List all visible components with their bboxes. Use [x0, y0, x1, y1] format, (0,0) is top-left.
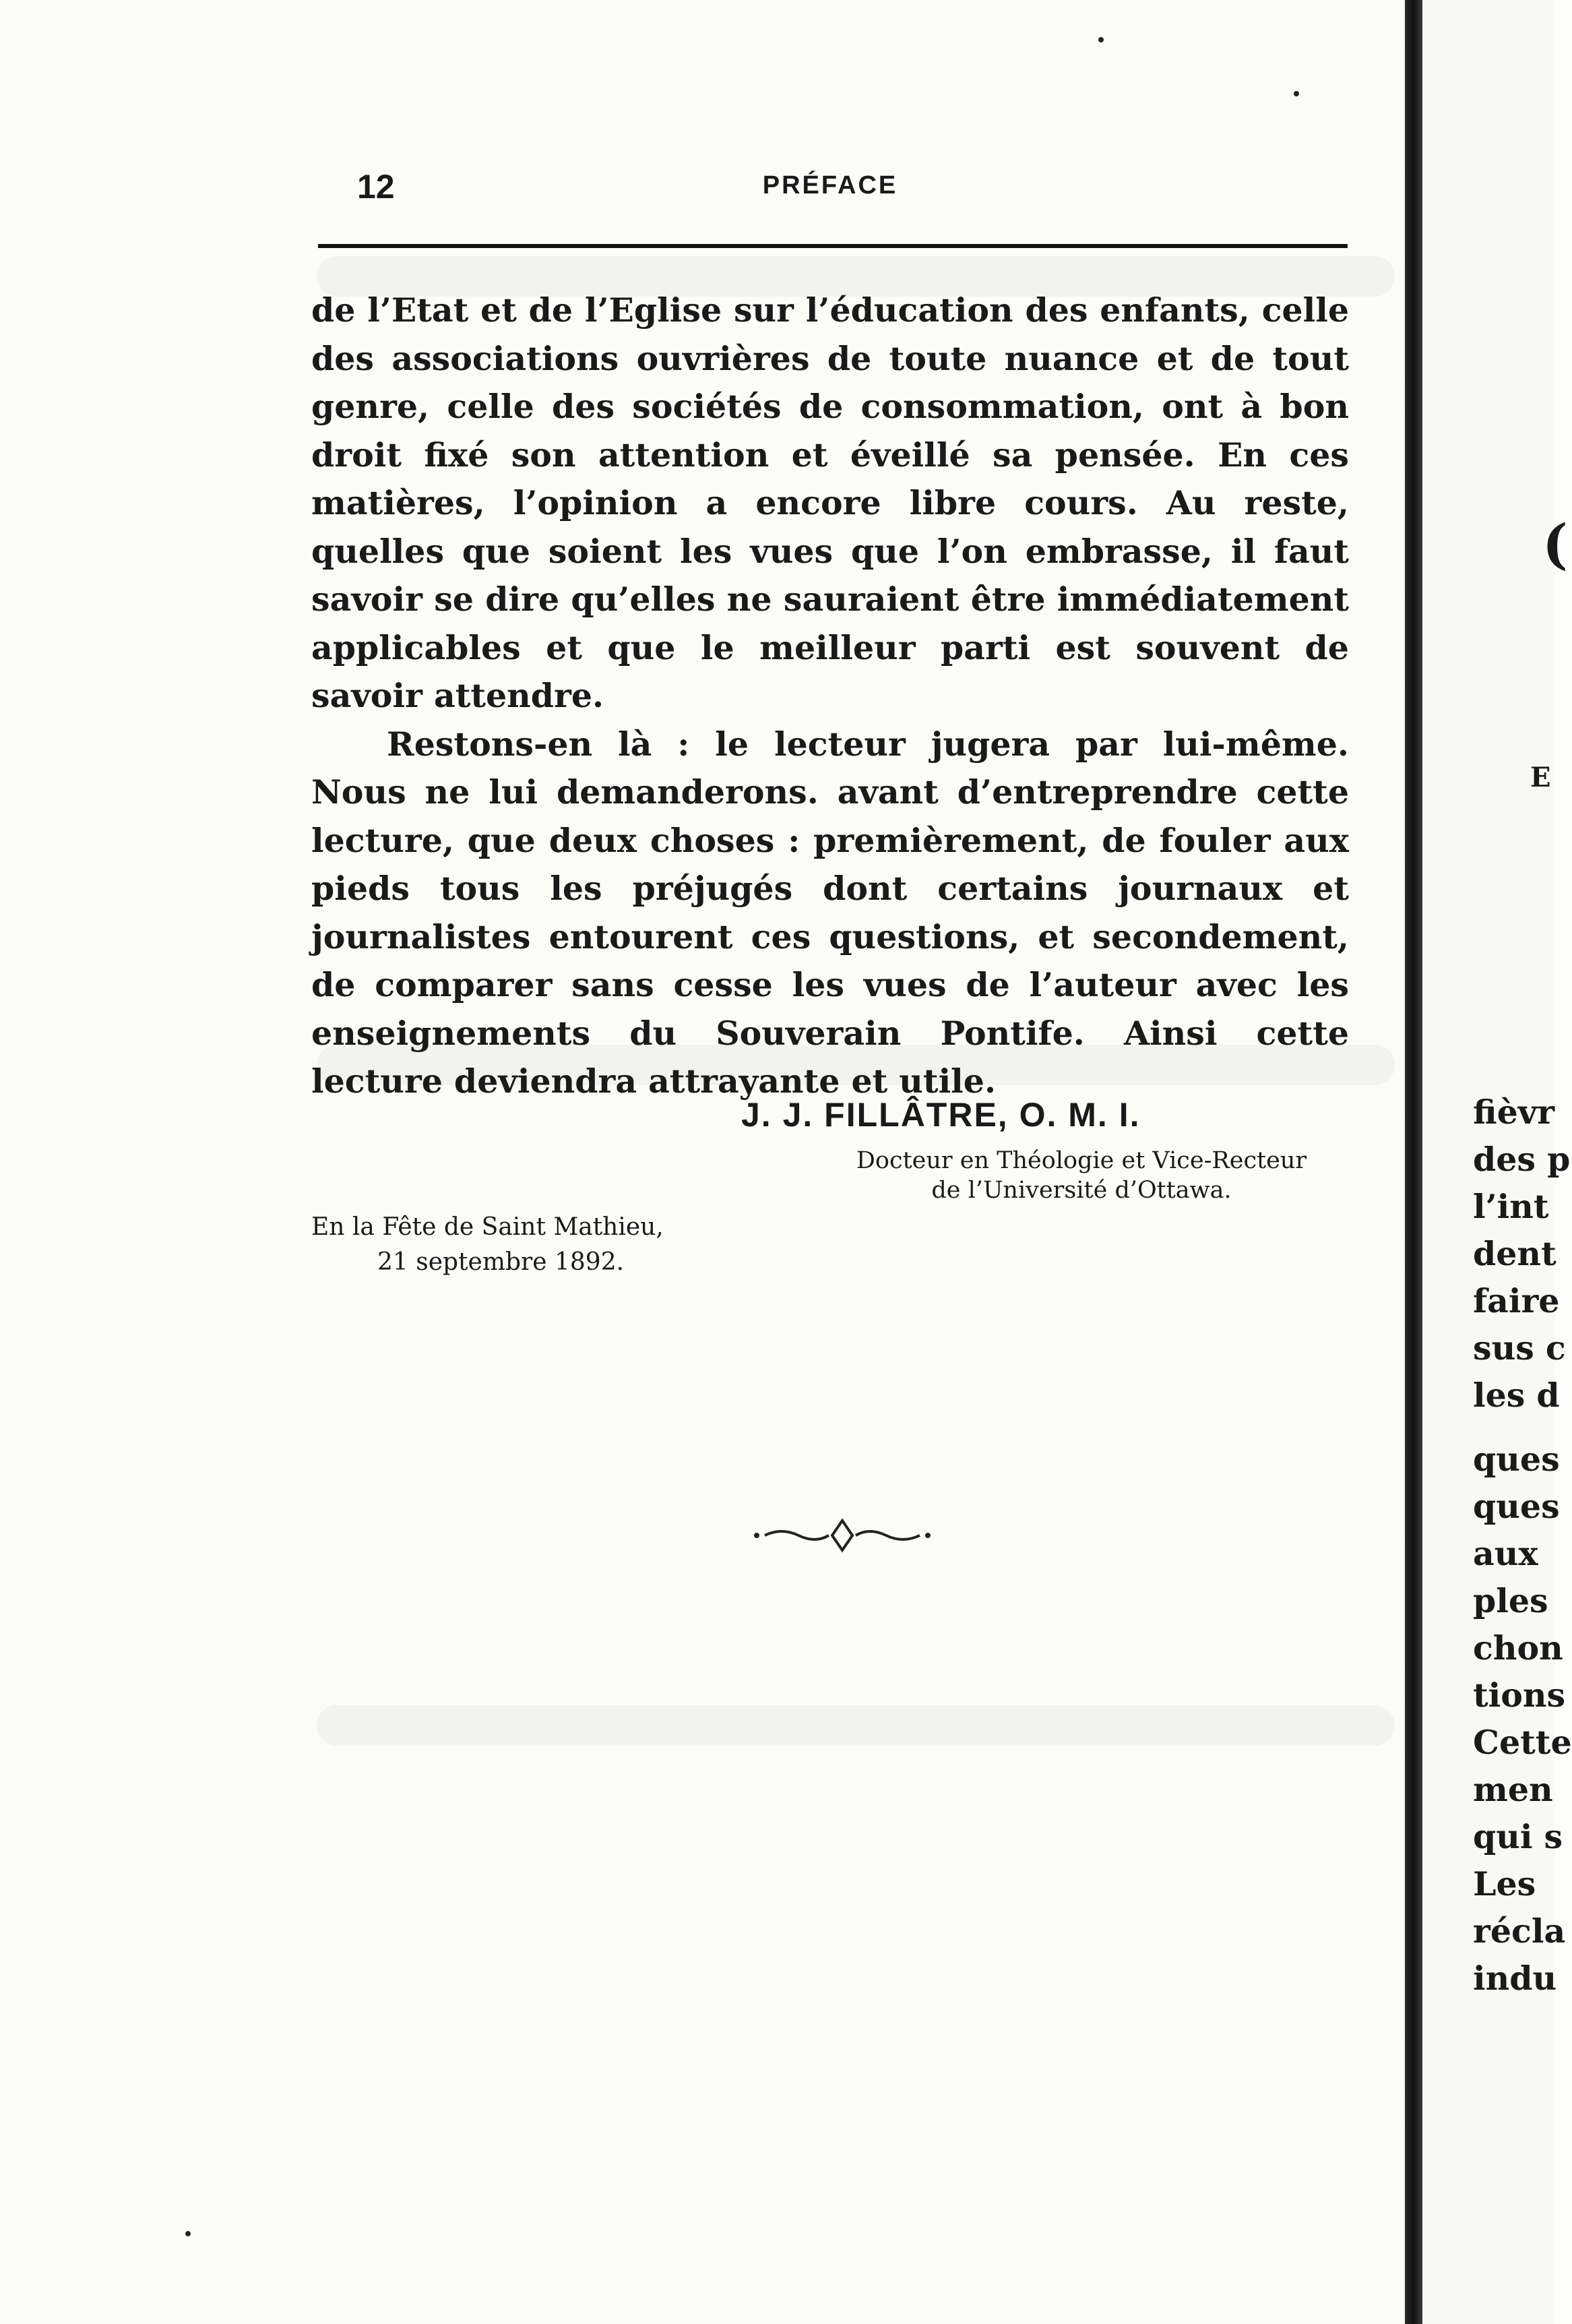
adjacent-line: aux [1473, 1534, 1538, 1573]
dateline-line-2: 21 septembre 1892. [377, 1248, 625, 1276]
adjacent-page [1422, 0, 1572, 2324]
ink-speck [1098, 37, 1104, 42]
adjacent-line: ques [1473, 1440, 1560, 1479]
adjacent-line: Les [1473, 1864, 1536, 1903]
page-header [311, 167, 1349, 208]
book-gutter [1405, 0, 1422, 2324]
ink-speck [185, 2231, 191, 2236]
ornament-divider-icon [751, 1515, 933, 1556]
adjacent-line: des p [1473, 1140, 1571, 1179]
adjacent-side-letter: E [1530, 762, 1551, 793]
body-text [311, 286, 1349, 1106]
running-title: PRÉFACE [762, 171, 898, 200]
dateline-line-1: En la Fête de Saint Mathieu, [311, 1213, 664, 1241]
adjacent-line: tions [1473, 1676, 1566, 1715]
signature-name: J. J. FILLÂTRE, O. M. I. [741, 1096, 1141, 1134]
adjacent-line: indu [1473, 1959, 1557, 1998]
adjacent-line: ples [1473, 1581, 1548, 1620]
adjacent-line: fièvr [1473, 1093, 1555, 1132]
credentials-line-2: de l’Université d’Ottawa. [931, 1177, 1232, 1204]
paragraph-1: de l’Etat et de l’Eglise sur l’éducation des enfants, celle des associations ouvrières de toute nuance et de tout genre, celle des sociétés de consommation, ont à bon droit fixé son attention et éveillé sa pensée. En ces matières, l’opinion a encore libre cours. Au reste, quelles que soient les vues que l’on embrasse, il faut savoir se dire qu’elles ne sauraient être immédiatement applicables et que le meilleur parti est souvent de savoir attendre. [311, 290, 1349, 715]
adjacent-line: récla [1473, 1912, 1566, 1951]
adjacent-line: faire [1473, 1281, 1560, 1320]
page-number: 12 [357, 168, 395, 206]
adjacent-line: men [1473, 1770, 1553, 1809]
adjacent-line: l’int [1473, 1187, 1549, 1226]
header-rule [318, 244, 1348, 248]
show-through [317, 1705, 1395, 1746]
paragraph-2: Restons-en là : le lecteur jugera par lui-même. Nous ne lui demanderons. avant d’entreprendre cette lecture, que deux choses : premièrement, de fouler aux pieds tous les préjugés dont certains journaux et journalistes entourent ces questions, et secondement, de comparer sans cesse les vues de l’auteur avec les enseignements du Souverain Pontife. Ainsi cette lecture deviendra attrayante et utile. [311, 724, 1349, 1101]
adjacent-line: dent [1473, 1234, 1557, 1273]
adjacent-line: Cette [1473, 1723, 1572, 1762]
adjacent-line: les d [1473, 1376, 1560, 1415]
adjacent-line: ques [1473, 1487, 1560, 1526]
signature-credentials [805, 1146, 1358, 1205]
adjacent-paren: ( [1542, 512, 1568, 576]
dateline [311, 1210, 689, 1280]
credentials-line-1: Docteur en Théologie et Vice-Recteur [856, 1147, 1307, 1174]
adjacent-line: sus c [1473, 1328, 1566, 1368]
adjacent-line: chon [1473, 1628, 1563, 1668]
adjacent-line: qui s [1473, 1817, 1563, 1856]
ink-speck [1294, 91, 1299, 96]
